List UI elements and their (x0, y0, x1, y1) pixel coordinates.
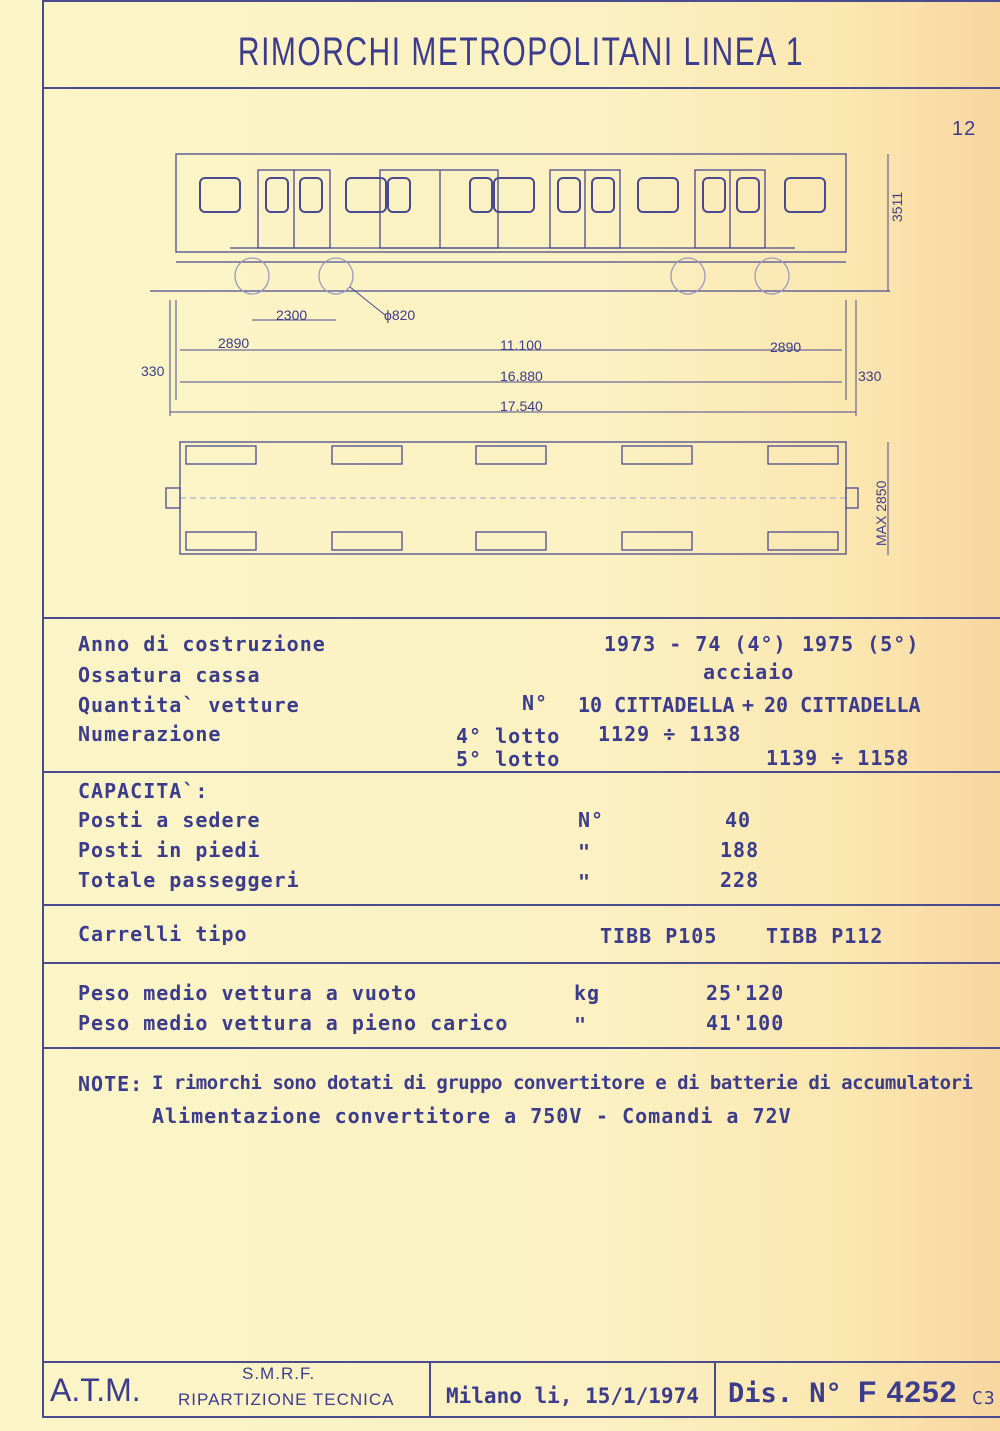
dim-overhang-right: 2890 (770, 339, 802, 355)
sheet-number: 12 (952, 118, 977, 140)
divider (429, 1361, 431, 1418)
footer-dis-suffix: C3 (972, 1388, 996, 1409)
capacita-value: 188 (720, 838, 760, 862)
divider (42, 904, 1000, 906)
peso-label: Peso medio vettura a vuoto (78, 981, 418, 1005)
capacita-heading: CAPACITA`: (78, 779, 209, 803)
capacita-unit: N° (578, 808, 605, 832)
anno-value-2: 1975 (5°) (802, 632, 920, 656)
capacita-unit: " (578, 870, 592, 894)
footer-dept-1: S.M.R.F. (242, 1364, 316, 1383)
footer-company: A.T.M. (50, 1372, 141, 1408)
dim-coupler-left: 330 (141, 363, 165, 379)
dim-wheelbase: 2300 (276, 307, 308, 323)
carrelli-label: Carrelli tipo (78, 922, 248, 946)
anno-label: Anno di costruzione (78, 632, 326, 656)
capacita-label: Posti a sedere (78, 808, 261, 832)
divider (42, 1047, 1000, 1049)
note-line-1: I rimorchi sono dotati di gruppo convertitore e di batterie di accumulatori (152, 1072, 973, 1094)
capacita-value: 40 (725, 808, 752, 832)
peso-label: Peso medio vettura a pieno carico (78, 1011, 509, 1035)
lotto4-label: 4° lotto (456, 724, 561, 748)
quantita-label: Quantita` vetture (78, 693, 300, 717)
dim-max-width: MAX 2850 (873, 480, 889, 546)
capacita-label: Posti in piedi (78, 838, 261, 862)
capacita-value: 228 (720, 868, 760, 892)
quantita-value-2: 20 CITTADELLA (764, 693, 921, 717)
quantita-unit: N° (522, 691, 549, 715)
carrelli-value-2: TIBB P112 (766, 924, 884, 948)
doors (258, 170, 765, 248)
dim-bogie-centers: 11.100 (500, 337, 542, 353)
capacita-label: Totale passeggeri (78, 868, 300, 892)
lotto4-value: 1129 ÷ 1138 (598, 722, 742, 746)
lotto5-label: 5° lotto (456, 747, 561, 771)
capacita-unit: " (578, 840, 592, 864)
dim-body-length: 16.880 (500, 368, 543, 384)
dim-overhang-left: 2890 (218, 335, 250, 351)
peso-value: 25'120 (706, 981, 785, 1005)
numerazione-label: Numerazione (78, 722, 222, 746)
car-body (176, 154, 846, 252)
page-title: RIMORCHI METROPOLITANI LINEA 1 (237, 30, 805, 74)
peso-value: 41'100 (706, 1011, 785, 1035)
dim-total-length: 17.540 (500, 398, 543, 414)
ossatura-label: Ossatura cassa (78, 663, 261, 687)
lotto5-value: 1139 ÷ 1158 (766, 746, 910, 770)
peso-unit: " (574, 1013, 588, 1037)
footer-dept-2: RIPARTIZIONE TECNICA (178, 1390, 395, 1409)
carrelli-value-1: TIBB P105 (600, 924, 718, 948)
note-line-2b: - Comandi a 72V (596, 1104, 792, 1128)
peso-unit: kg (574, 981, 601, 1005)
quantita-value-1: 10 CITTADELLA (578, 693, 735, 717)
dim-wheel-diameter: ϕ820 (384, 307, 416, 323)
wheels (235, 258, 789, 294)
note-label: NOTE: (78, 1072, 144, 1096)
quantita-plus: + (742, 693, 755, 717)
divider (42, 771, 1000, 773)
train-drawing (0, 0, 1000, 620)
divider (42, 962, 1000, 964)
footer-place-date: Milano li, 15/1/1974 (446, 1384, 699, 1408)
divider (714, 1361, 716, 1418)
dim-coupler-right: 330 (858, 368, 882, 384)
footer-dis-label: Dis. N° (728, 1378, 842, 1409)
ossatura-value: acciaio (703, 660, 795, 684)
dim-height: 3511 (889, 191, 905, 222)
anno-value-1: 1973 - 74 (4°) (604, 632, 787, 656)
footer-dis-number: F 4252 (858, 1376, 958, 1409)
divider (42, 1361, 1000, 1363)
note-line-2a: Alimentazione convertitore a 750V (152, 1104, 583, 1128)
plan-view (166, 442, 858, 554)
